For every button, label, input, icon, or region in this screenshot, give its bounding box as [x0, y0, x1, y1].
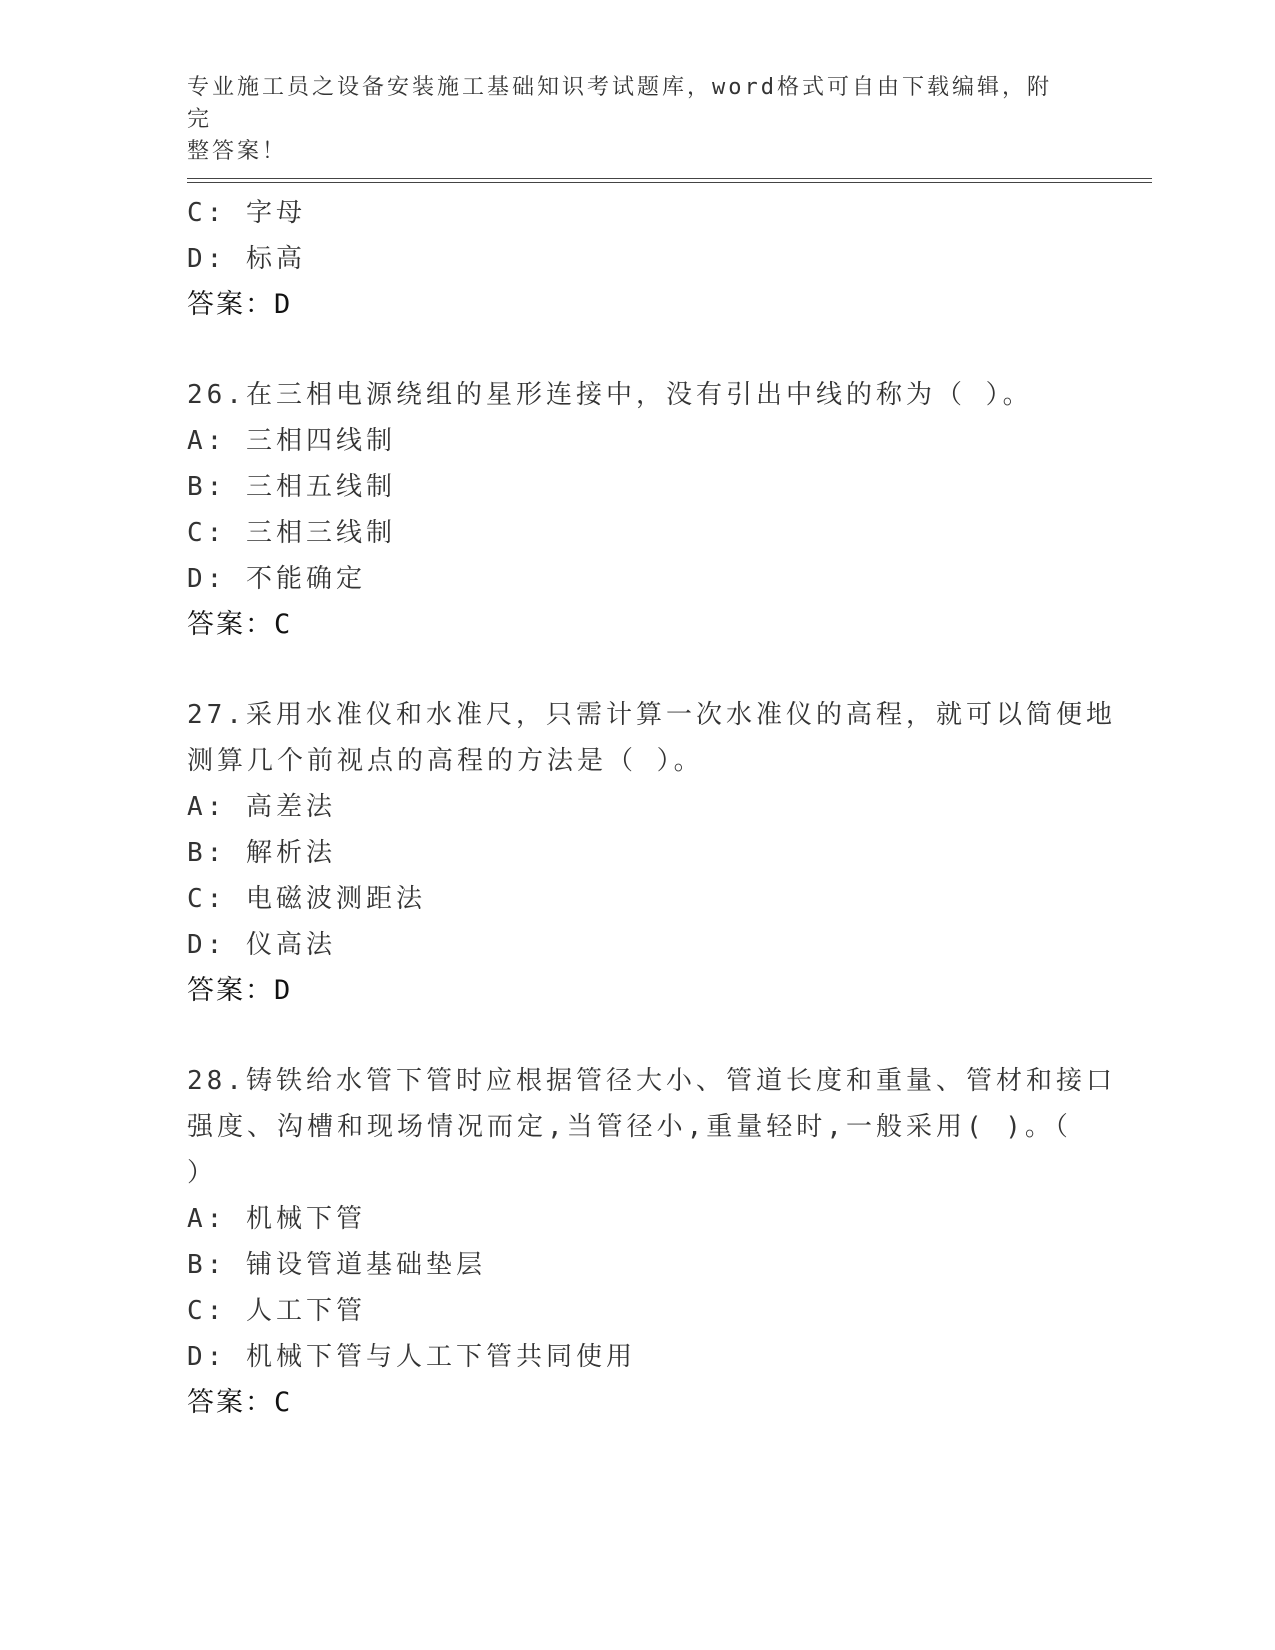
header-line-2: 整答案！	[187, 139, 288, 164]
document-header	[187, 72, 1067, 168]
partial-question	[187, 190, 1087, 328]
question-text: 26.在三相电源绕组的星形连接中，没有引出中线的称为（ ）。	[187, 380, 1033, 410]
header-rule-top	[187, 178, 1152, 179]
header-rule-bottom	[187, 182, 1152, 183]
question-text-line-1: 28.铸铁给水管下管时应根据管径大小、管道长度和重量、管材和接口	[187, 1066, 1116, 1096]
question-list	[187, 190, 1116, 1426]
answer-line: 答案：D	[187, 975, 293, 1006]
question-text-line-2: 测算几个前视点的高程的方法是（ ）。	[187, 746, 704, 776]
option-d: D: 不能确定	[187, 564, 366, 594]
option-d: D: 标高	[187, 244, 306, 274]
option-a: A: 机械下管	[187, 1204, 366, 1234]
question-text-line-2: 强度、沟槽和现场情况而定,当管径小,重量轻时,一般采用( )。（	[187, 1112, 1072, 1142]
header-line-1: 专业施工员之设备安装施工基础知识考试题库，word格式可自由下载编辑，附完	[187, 75, 1052, 132]
option-c: C: 三相三线制	[187, 518, 396, 548]
option-b: B: 铺设管道基础垫层	[187, 1250, 486, 1280]
question-27	[187, 692, 1116, 1014]
option-b: B: 三相五线制	[187, 472, 396, 502]
question-26	[187, 372, 1087, 648]
question-text-line-3: ）	[187, 1158, 218, 1188]
question-28	[187, 1058, 1116, 1426]
option-d: D: 机械下管与人工下管共同使用	[187, 1342, 636, 1372]
answer-line: 答案：C	[187, 609, 293, 640]
answer-line: 答案：C	[187, 1387, 293, 1418]
option-a: A: 三相四线制	[187, 426, 396, 456]
option-a: A: 高差法	[187, 792, 336, 822]
option-c: C: 人工下管	[187, 1296, 366, 1326]
answer-line: 答案：D	[187, 289, 293, 320]
option-c: C: 电磁波测距法	[187, 884, 426, 914]
option-b: B: 解析法	[187, 838, 336, 868]
option-c: C: 字母	[187, 198, 306, 228]
question-text-line-1: 27.采用水准仪和水准尺，只需计算一次水准仪的高程，就可以简便地	[187, 700, 1116, 730]
option-d: D: 仪高法	[187, 930, 336, 960]
